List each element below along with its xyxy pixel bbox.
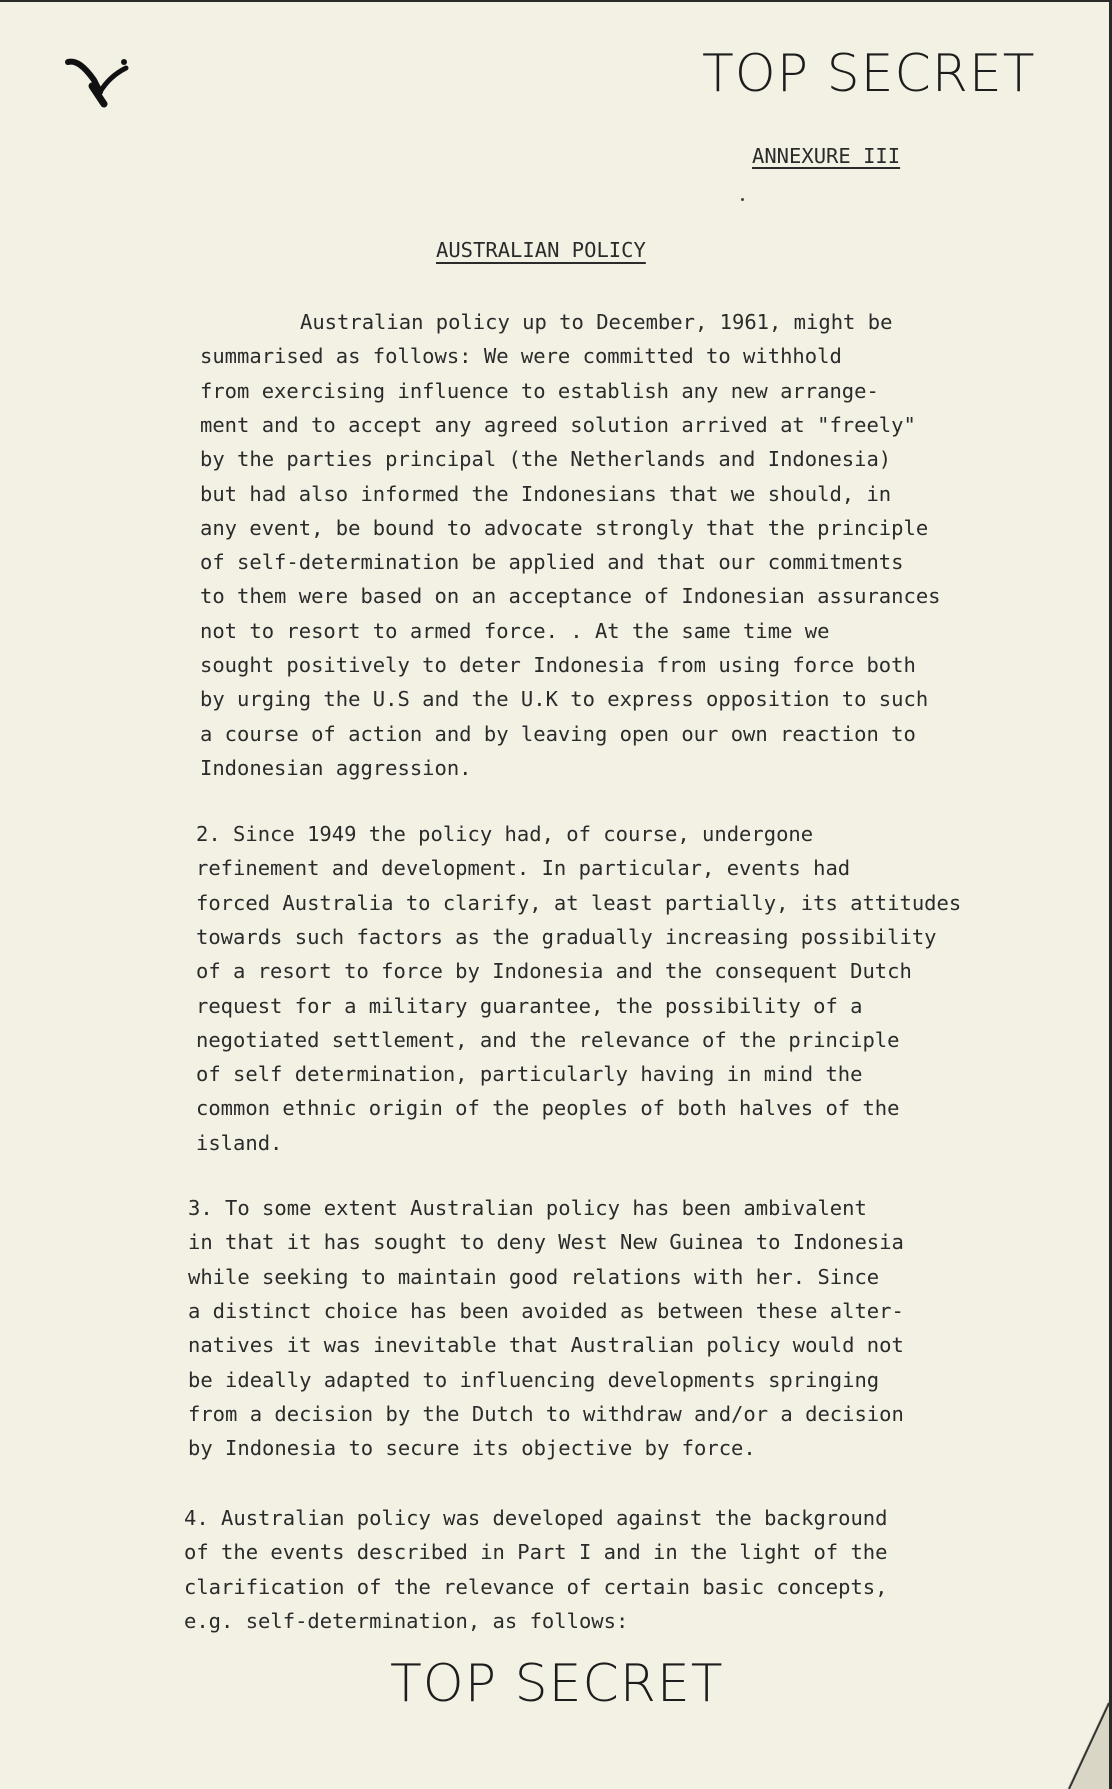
paragraph-1-line: a course of action and by leaving open our own reaction to — [200, 721, 916, 746]
paragraph-2-line: towards such factors as the gradually increasing possibility — [196, 924, 937, 949]
paragraph-4-line: e.g. self-determination, as follows: — [184, 1608, 629, 1633]
paragraph-1-line: from exercising influence to establish any new arrange- — [200, 378, 879, 403]
paragraph-1-line: Australian policy up to December, 1961, might be — [300, 310, 893, 334]
paragraph-2-line: of a resort to force by Indonesia and the consequent Dutch — [196, 959, 912, 984]
paragraph-1-line: ment and to accept any agreed solution arrived at "freely" — [200, 412, 916, 437]
paragraph-3-line: a distinct choice has been avoided as between these alter- — [188, 1298, 904, 1323]
section-heading: AUSTRALIAN POLICY — [436, 238, 646, 262]
annexure-label: ANNEXURE III — [752, 144, 901, 168]
folded-corner — [1059, 1699, 1109, 1789]
ink-speck — [741, 198, 744, 201]
paragraph-4-line: clarification of the relevance of certain basic concepts, — [184, 1574, 888, 1599]
paragraph-2-line: common ethnic origin of the peoples of both halves of the — [196, 1096, 900, 1121]
paragraph-1-line: not to resort to armed force. . At the same time we — [200, 618, 830, 643]
paragraph-1-line: but had also informed the Indonesians that we should, in — [200, 481, 892, 506]
paragraph-3-line: by Indonesia to secure its objective by force. — [188, 1436, 756, 1461]
paragraph-2-line: forced Australia to clarify, at least partially, its attitudes — [196, 890, 962, 915]
paragraph-1-line: Indonesian aggression. — [200, 755, 472, 780]
paragraph-1-line: sought positively to deter Indonesia from using force both — [200, 653, 916, 677]
paragraph-3-line: be ideally adapted to influencing developments springing — [188, 1367, 880, 1392]
paragraph-2-line: island. — [196, 1130, 283, 1155]
paragraph-1-line: summarised as follows: We were committed to withhold — [200, 344, 842, 369]
paragraph-1-line: to them were based on an acceptance of Indonesian assurances — [200, 584, 941, 609]
paragraph-3-line: while seeking to maintain good relations with her. Since — [188, 1264, 880, 1289]
paragraph-1-line: by the parties principal (the Netherlands and Indonesia) — [200, 447, 892, 472]
paragraph-2-line: 2. Since 1949 the policy had, of course, undergone — [196, 822, 814, 846]
paragraph-3-line: in that it has sought to deny West New Guinea to Indonesia — [188, 1230, 904, 1255]
paragraph-4-line: of the events described in Part I and in the light of the — [184, 1540, 888, 1565]
top-classification-stamp: TOP SECRET — [702, 44, 1036, 104]
handwritten-tick-mark — [64, 52, 134, 112]
bottom-classification-stamp: TOP SECRET — [390, 1654, 724, 1714]
paragraph-2-line: of self determination, particularly having in mind the — [196, 1062, 863, 1087]
paragraph-1-line: any event, be bound to advocate strongly that the principle — [200, 515, 929, 540]
paragraph-3-line: natives it was inevitable that Australian policy would not — [188, 1333, 904, 1358]
paragraph-3-line: from a decision by the Dutch to withdraw and/or a decision — [188, 1401, 904, 1426]
paragraph-2-line: request for a military guarantee, the possibility of a — [196, 993, 863, 1018]
paragraph-1-line: by urging the U.S and the U.K to express opposition to such — [200, 687, 929, 712]
paragraph-2-line: negotiated settlement, and the relevance of the principle — [196, 1027, 900, 1052]
paragraph-4-line: 4. Australian policy was developed against the background — [184, 1506, 888, 1530]
paragraph-3-line: 3. To some extent Australian policy has been ambivalent — [188, 1196, 867, 1220]
paragraph-2-line: refinement and development. In particular, events had — [196, 856, 851, 881]
paragraph-1-line: of self-determination be applied and that our commitments — [200, 550, 904, 575]
